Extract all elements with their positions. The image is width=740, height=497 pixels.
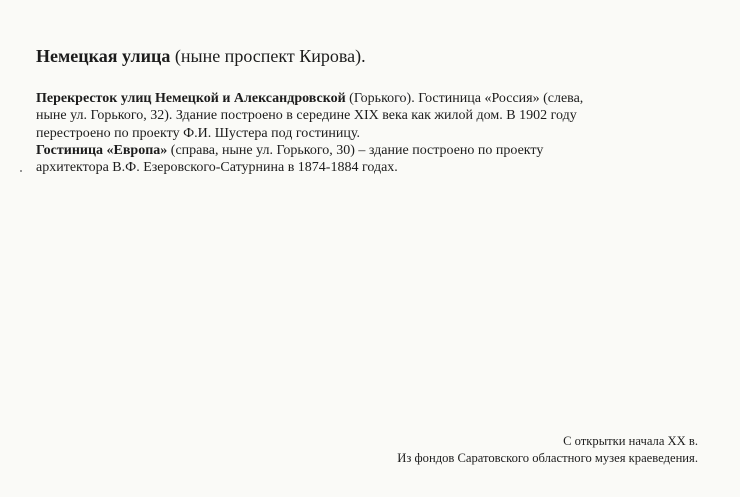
paragraph-crossroads-line: ныне ул. Горького, 32). Здание построено в середине XIX века как жилой дом. В 1902 году (36, 108, 577, 124)
title-bold: Немецкая улица (36, 46, 171, 66)
page-title (36, 44, 366, 68)
paper-speck (20, 170, 22, 172)
paragraph-crossroads (36, 90, 696, 142)
paragraph-europa (36, 142, 696, 177)
description (36, 90, 696, 176)
title-rest: (ныне проспект Кирова). (170, 46, 366, 66)
paragraph-europa-line: (справа, ныне ул. Горького, 30) – здание построено по проекту (167, 142, 544, 158)
source-museum-line: Из фондов Саратовского областного музея краеведения. (397, 451, 698, 465)
paragraph-europa-heading: Гостиница «Европа» (36, 142, 168, 158)
paragraph-crossroads-line: перестроено по проекту Ф.И. Шустера под гостиницу. (36, 125, 360, 141)
source-credit (397, 433, 698, 467)
paragraph-europa-line: архитектора В.Ф. Езеровского-Сатурнина в 1874-1884 годах. (36, 160, 398, 176)
source-postcard-line: С открытки начала XX в. (563, 434, 698, 448)
paragraph-crossroads-heading: Перекресток улиц Немецкой и Александровской (36, 91, 346, 106)
paragraph-crossroads-line: (Горького). Гостиница «Россия» (слева, (345, 91, 584, 106)
